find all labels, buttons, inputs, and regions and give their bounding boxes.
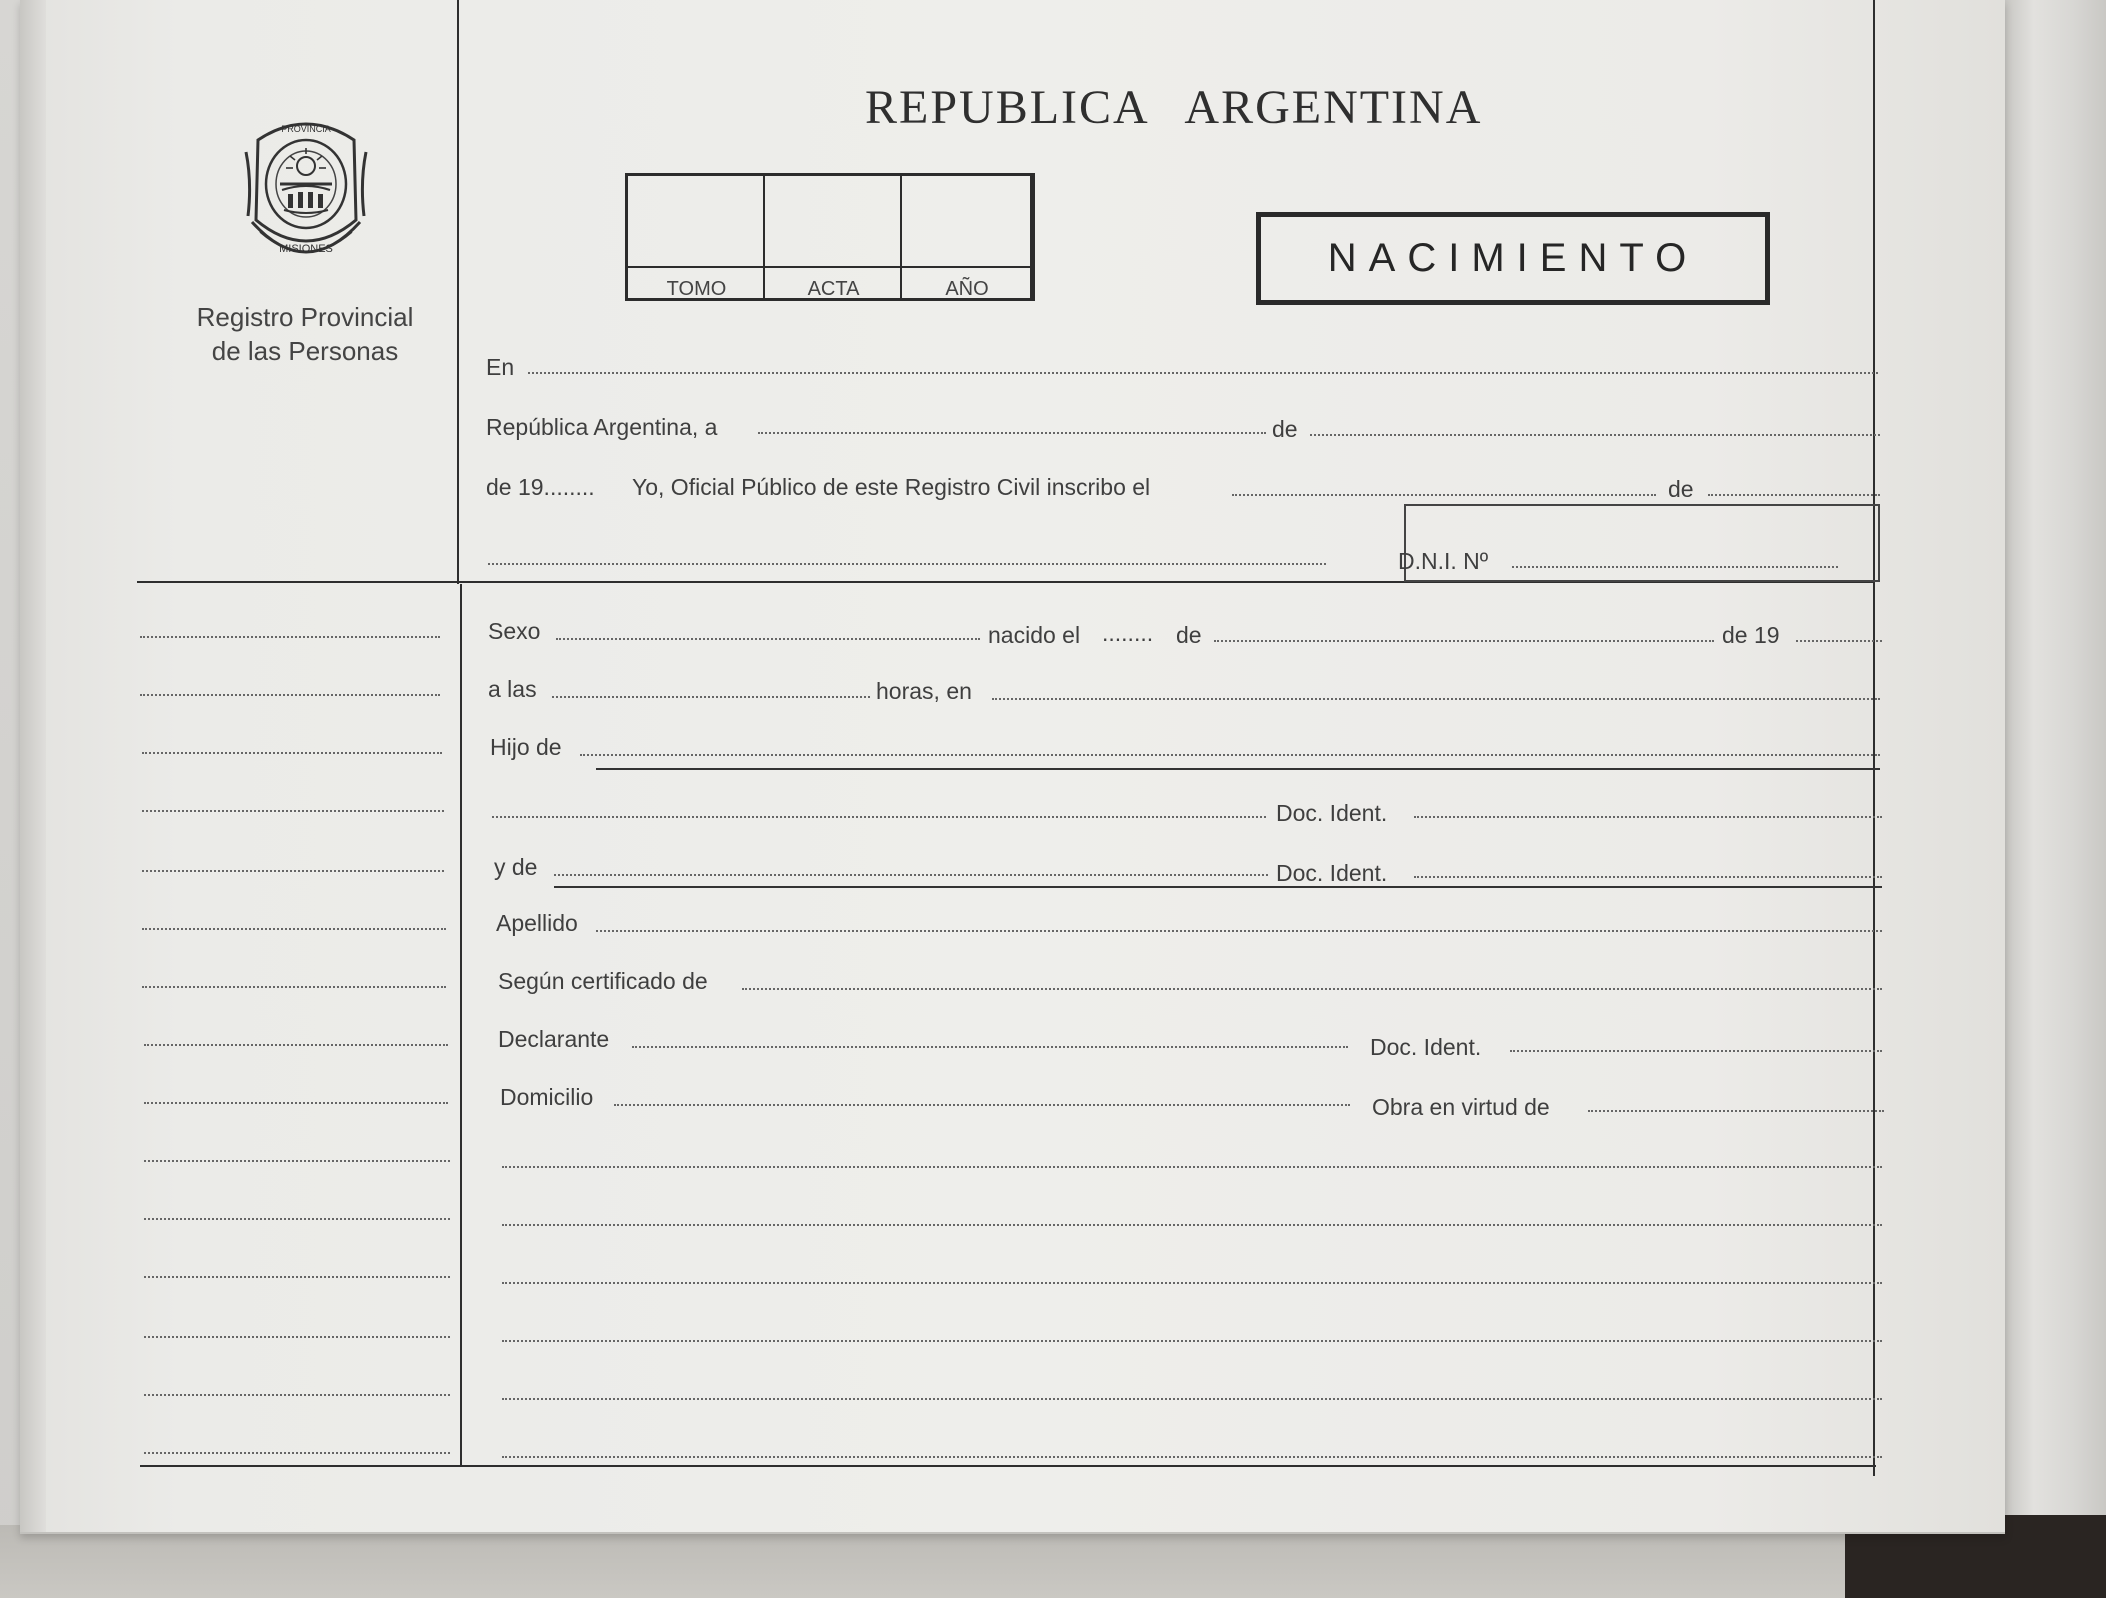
acta-caption: ACTA <box>807 278 860 300</box>
label-domicilio: Domicilio <box>500 1084 594 1110</box>
label-nacido-dots: ........ <box>1102 620 1154 646</box>
label-de-2: de <box>1668 476 1694 502</box>
field-domicilio[interactable] <box>614 1104 1350 1106</box>
label-declarante: Declarante <box>498 1026 610 1052</box>
margin-line-10[interactable] <box>144 1160 450 1162</box>
label-de-19: de 19........ <box>486 474 595 500</box>
margin-line-8[interactable] <box>144 1044 448 1046</box>
notes-line-5[interactable] <box>502 1398 1882 1400</box>
label-de-19-nac: de 19 <box>1722 622 1780 648</box>
anio-caption: AÑO <box>945 278 989 300</box>
label-obra: Obra en virtud de <box>1372 1094 1550 1120</box>
column-divider-bottom <box>460 584 462 1466</box>
label-dni: D.N.I. Nº <box>1398 548 1489 574</box>
label-y-de: y de <box>494 854 538 880</box>
registry-line-1: Registro Provincial <box>196 302 414 332</box>
margin-line-7[interactable] <box>142 986 446 988</box>
margin-line-11[interactable] <box>144 1218 450 1220</box>
notes-line-4[interactable] <box>502 1340 1882 1342</box>
label-doc-ident-1: Doc. Ident. <box>1276 800 1388 826</box>
field-madre[interactable] <box>554 874 1268 876</box>
label-doc-ident-3: Doc. Ident. <box>1370 1034 1482 1060</box>
label-en: En <box>486 354 515 380</box>
notes-line-6[interactable] <box>502 1456 1882 1458</box>
country-title: REPUBLICA ARGENTINA <box>865 81 1483 134</box>
label-republica: República Argentina, a <box>486 414 718 440</box>
label-de-nac: de <box>1176 622 1202 648</box>
record-number-box <box>625 173 1035 301</box>
field-sexo[interactable] <box>556 638 980 640</box>
label-sexo: Sexo <box>488 618 541 644</box>
notes-line-1[interactable] <box>502 1166 1882 1168</box>
field-doc-ident-1[interactable] <box>1414 816 1882 818</box>
label-apellido: Apellido <box>496 910 578 936</box>
margin-line-1[interactable] <box>140 636 440 638</box>
label-segun: Según certificado de <box>498 968 708 994</box>
field-apellido[interactable] <box>596 930 1882 932</box>
page-edge <box>20 0 46 1532</box>
field-mes-nac[interactable] <box>1214 640 1714 642</box>
record-box-caption-row <box>628 266 1032 268</box>
field-certificado[interactable] <box>742 988 1882 990</box>
notes-line-2[interactable] <box>502 1224 1882 1226</box>
bottom-border <box>140 1465 1876 1467</box>
label-yo-oficial: Yo, Oficial Público de este Registro Civil inscribo el <box>632 474 1151 500</box>
field-dni[interactable] <box>1512 566 1838 568</box>
label-de-mes: de <box>1272 416 1298 442</box>
birth-certificate-form <box>20 0 2005 1534</box>
svg-text:MISIONES: MISIONES <box>279 243 333 255</box>
margin-line-13[interactable] <box>144 1336 450 1338</box>
field-lugar[interactable] <box>992 698 1880 700</box>
label-doc-ident-2: Doc. Ident. <box>1276 860 1388 886</box>
margin-line-6[interactable] <box>142 928 446 930</box>
right-border <box>1873 0 1875 1476</box>
margin-line-5[interactable] <box>142 870 444 872</box>
label-a-las: a las <box>488 676 537 702</box>
label-hijo-de: Hijo de <box>490 734 562 760</box>
field-inscribo[interactable] <box>1232 494 1656 496</box>
margin-line-2[interactable] <box>140 694 440 696</box>
registry-label <box>180 300 430 368</box>
document-type: NACIMIENTO <box>1327 236 1699 280</box>
field-en[interactable] <box>528 372 1878 374</box>
background-right-page <box>1995 0 2106 1598</box>
field-declarante[interactable] <box>632 1046 1348 1048</box>
label-nacido-el: nacido el <box>988 622 1081 648</box>
margin-line-4[interactable] <box>142 810 444 812</box>
field-hora[interactable] <box>552 696 870 698</box>
field-mes[interactable] <box>1310 434 1880 436</box>
margin-line-14[interactable] <box>144 1394 450 1396</box>
field-de-2[interactable] <box>1708 494 1880 496</box>
field-padre[interactable] <box>580 754 1880 756</box>
margin-line-3[interactable] <box>142 752 442 754</box>
document-type-box <box>1256 212 1770 305</box>
notes-line-3[interactable] <box>502 1282 1882 1284</box>
tomo-caption: TOMO <box>666 278 727 300</box>
margin-line-12[interactable] <box>144 1276 450 1278</box>
field-dia[interactable] <box>758 432 1266 434</box>
field-inscribo-cont[interactable] <box>488 563 1326 565</box>
field-padre-cont[interactable] <box>492 816 1266 818</box>
background-table <box>0 1525 1845 1598</box>
field-anio-nac[interactable] <box>1796 640 1882 642</box>
svg-text:PROVINCIA: PROVINCIA <box>281 124 331 134</box>
label-horas-en: horas, en <box>876 678 972 704</box>
underline-madre <box>554 886 1882 888</box>
registry-line-2: de las Personas <box>211 336 399 366</box>
column-divider-top <box>457 0 459 584</box>
field-doc-ident-2[interactable] <box>1414 876 1882 878</box>
margin-line-15[interactable] <box>144 1452 450 1454</box>
field-doc-ident-3[interactable] <box>1510 1050 1882 1052</box>
field-obra[interactable] <box>1588 1110 1884 1112</box>
margin-line-9[interactable] <box>144 1102 448 1104</box>
underline-padre <box>596 768 1880 770</box>
provincial-seal-icon <box>238 112 374 274</box>
